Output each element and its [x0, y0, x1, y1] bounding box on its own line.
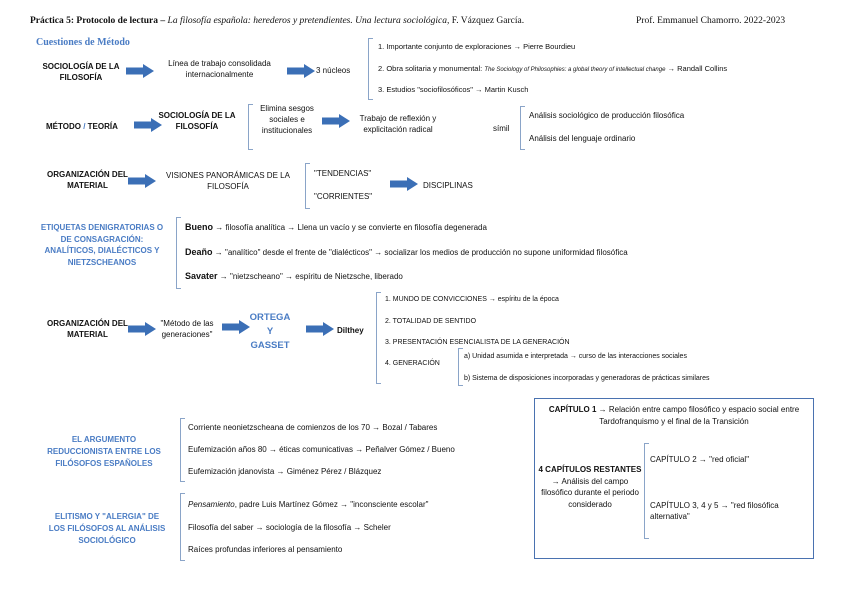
header-title: Práctica 5: Protocolo de lectura – La filosofía española: herederos y pretendientes. Una lectura sociológica, F. Vázquez García.: [30, 16, 525, 26]
organizacion-label-2: ORGANIZACIÓN DEL MATERIAL: [47, 319, 128, 339]
generacion-item-3: 3. PRESENTACIÓN ESENCIALISTA DE LA GENERACIÓN: [385, 339, 570, 346]
bracket: [180, 493, 185, 561]
capitulo-2: CAPÍTULO 2 → "red oficial": [650, 455, 750, 464]
sociologia-filosofia: SOCIOLOGÍA DE LA FILOSOFÍA: [158, 111, 236, 131]
capitulos-restantes: 4 CAPÍTULOS RESTANTES → Análisis del campo filosófico durante el periodo considerado: [538, 465, 642, 509]
arrow-icon: [222, 320, 250, 334]
elitismo-1: Pensamiento, padre Luis Martínez Gómez → "inconsciente escolar": [188, 500, 429, 509]
elitismo-label: ELITISMO Y "ALERGIA" DE LOS FILÓSOFOS AL ANÁLISIS SOCIOLÓGICO: [48, 512, 166, 545]
argumento-2: Eufemización años 80 → éticas comunicativas → Peñalver Gómez / Bueno: [188, 445, 455, 454]
capitulo-3-5: CAPÍTULO 3, 4 y 5 → "red filosófica alternativa": [650, 501, 779, 521]
deano-line: Deaño → "analítico" desde el frente de "dialécticos" → socializar los medios de producción no supone uniformidad filosófica: [185, 247, 628, 257]
generacion-item-1: 1. MUNDO DE CONVICCIONES → espíritu de la época: [385, 296, 559, 303]
generacion-4a: a) Unidad asumida e interpretada → curso de las interacciones sociales: [464, 353, 687, 360]
bracket: [368, 38, 373, 100]
nucleo-2: 2. Obra solitaria y monumental: The Sociology of Philosophies: a global theory of intellectual change → Randall Collins: [378, 64, 728, 73]
etiquetas-label: ETIQUETAS DENIGRATORIAS O DE CONSAGRACIÓN: ANALÍTICOS, DIALÉCTICOS Y NIETZSCHEANOS: [40, 223, 164, 267]
ortega-gasset: ORTEGA Y GASSET: [249, 312, 291, 351]
trabajo-reflexion: Trabajo de reflexión y explicitación radical: [359, 114, 437, 134]
analisis-2: Análisis del lenguaje ordinario: [529, 134, 636, 143]
organizacion-label: ORGANIZACIÓN DEL MATERIAL: [47, 170, 128, 190]
metodo-generaciones: "Método de las generaciones": [160, 319, 214, 339]
bracket: [644, 443, 649, 539]
bracket: [376, 292, 381, 384]
corrientes: "CORRIENTES": [314, 192, 373, 201]
argumento-3: Eufemización jdanovista → Giménez Pérez / Blázquez: [188, 467, 382, 476]
elitismo-2: Filosofía del saber → sociología de la filosofía → Scheler: [188, 523, 391, 532]
nucleo-1: 1. Importante conjunto de exploraciones → Pierre Bourdieu: [378, 42, 576, 51]
header-right: Prof. Emmanuel Chamorro. 2022-2023: [636, 16, 786, 26]
arrow-icon: [322, 114, 350, 128]
simil-label: símil: [493, 124, 510, 133]
argumento-1: Corriente neonietzscheana de comienzos de los 70 → Bozal / Tabares: [188, 423, 438, 432]
sociologia-label: SOCIOLOGÍA DE LA FILOSOFÍA: [42, 62, 120, 82]
bracket: [176, 217, 181, 289]
arrow-icon: [306, 322, 334, 336]
analisis-1: Análisis sociológico de producción filosófica: [529, 111, 685, 120]
generacion-4b: b) Sistema de disposiciones incorporadas y generadoras de prácticas similares: [464, 375, 710, 382]
arrow-icon: [128, 174, 156, 188]
arrow-icon: [287, 64, 315, 78]
metodo-teoria: MÉTODO / TEORÍA: [46, 122, 118, 131]
savater-line: Savater → "nietzscheano" → espíritu de Nietzsche, liberado: [185, 271, 403, 281]
arrow-icon: [126, 64, 154, 78]
nucleos-label: 3 núcleos: [316, 66, 351, 75]
capitulo-1: CAPÍTULO 1 → Relación entre campo filosófico y espacio social entre Tardofranquismo y el final de la Transición: [548, 405, 800, 426]
generacion-item-4: 4. GENERACIÓN: [385, 360, 440, 367]
bracket: [305, 163, 310, 209]
argumento-label: EL ARGUMENTO REDUCCIONISTA ENTRE LOS FILÓSOFOS ESPAÑOLES: [47, 435, 161, 468]
bracket: [520, 106, 525, 150]
bracket: [458, 348, 463, 386]
dilthey: Dilthey: [337, 326, 364, 335]
visiones-panoramicas: VISIONES PANORÁMICAS DE LA FILOSOFÍA: [166, 171, 290, 191]
tendencias: "TENDENCIAS": [314, 169, 372, 178]
elitismo-3: Raíces profundas inferiores al pensamiento: [188, 545, 343, 554]
section-title: Cuestiones de Método: [36, 37, 130, 48]
arrow-icon: [390, 177, 418, 191]
nucleo-3: 3. Estudios "sociofilosóficos" → Martin Kusch: [378, 85, 529, 94]
elimina-sesgos: Elimina sesgos sociales e institucionales: [260, 104, 314, 135]
bracket: [180, 418, 185, 482]
bueno-line: Bueno → filosofía analítica → Llena un vacío y se convierte en filosofía degenerada: [185, 222, 487, 232]
disciplinas: DISCIPLINAS: [423, 181, 473, 190]
linea-trabajo: Línea de trabajo consolidada internacionalmente: [168, 59, 271, 79]
generacion-item-2: 2. TOTALIDAD DE SENTIDO: [385, 318, 477, 325]
